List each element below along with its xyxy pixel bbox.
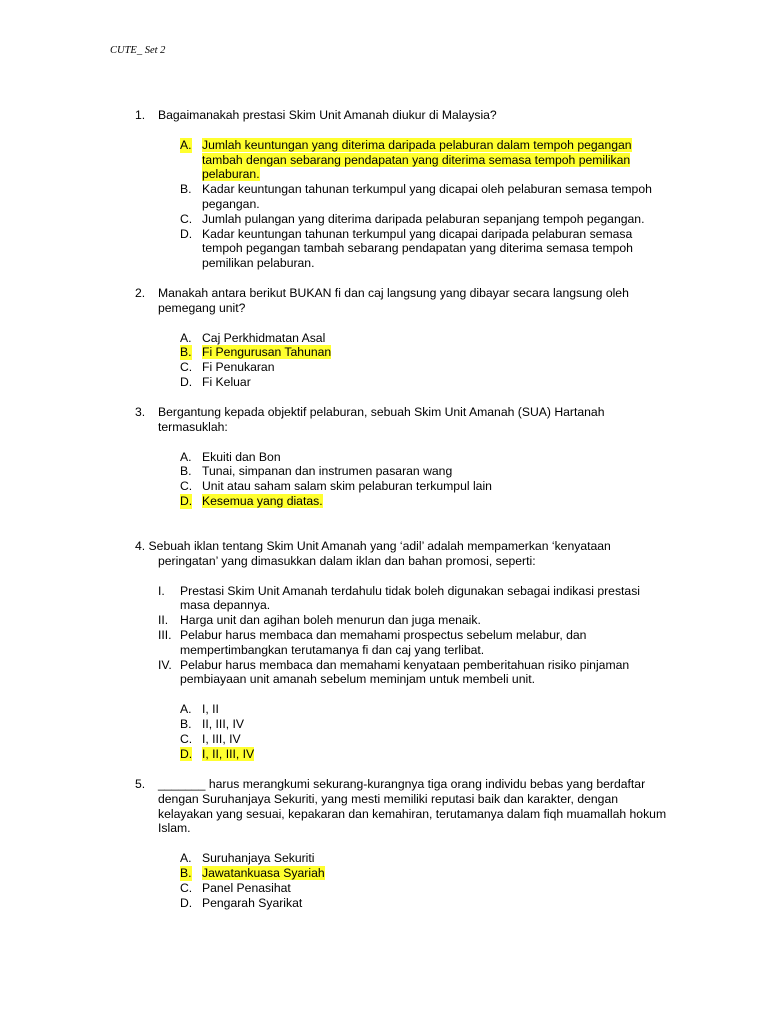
answer-option-b[interactable] xyxy=(180,182,695,212)
option-text-line: Jumlah keuntungan yang diterima daripada pelaburan dalam tempoh pegangan xyxy=(202,137,632,152)
option-text-line: Jumlah pulangan yang diterima daripada pelaburan sepanjang tempoh pegangan. xyxy=(202,211,645,226)
answer-option-b[interactable] xyxy=(180,464,695,479)
option-label: C. xyxy=(180,731,193,746)
question-text-line: termasuklah: xyxy=(158,419,228,434)
option-label: B. xyxy=(180,865,192,880)
option-text: Jawatankuasa Syariah xyxy=(202,865,325,880)
answer-option-c[interactable] xyxy=(180,360,695,375)
option-label: A. xyxy=(180,851,192,866)
answer-option-a[interactable] xyxy=(180,450,695,465)
answer-option-b[interactable] xyxy=(180,717,705,732)
option-label: C. xyxy=(180,211,193,226)
option-text: Suruhanjaya Sekuriti xyxy=(202,851,315,866)
question-2-stem xyxy=(135,286,695,316)
option-text-line: Kadar keuntungan tahunan terkumpul yang dicapai daripada pelaburan semasa xyxy=(202,226,633,241)
option-text: Tunai, simpanan dan instrumen pasaran wang xyxy=(202,464,453,479)
statement-text-line: pembiayaan unit amanah sebelum meminjam untuk membeli unit. xyxy=(180,672,535,687)
question-number: 2. xyxy=(135,286,146,300)
question-text-line: _______ harus merangkumi sekurang-kurangnya tiga orang individu bebas yang berdaftar xyxy=(158,777,646,791)
question-4 xyxy=(135,539,705,761)
option-text: I, II xyxy=(202,702,219,717)
question-number: 3. xyxy=(135,405,146,419)
answer-option-d[interactable] xyxy=(180,747,705,762)
answer-option-b[interactable] xyxy=(180,866,725,881)
option-label: A. xyxy=(180,137,192,152)
option-text: Pengarah Syarikat xyxy=(202,895,303,910)
option-label: B. xyxy=(180,345,192,360)
option-text: Unit atau saham salam skim pelaburan terkumpul lain xyxy=(202,479,492,494)
question-text-line: dengan Suruhanjaya Sekuriti, yang mesti memiliki reputasi baik dan karakter, dengan xyxy=(158,791,619,806)
answer-option-d[interactable] xyxy=(180,896,725,911)
answer-option-c[interactable] xyxy=(180,212,695,227)
option-label: C. xyxy=(180,479,193,494)
statement-2 xyxy=(158,613,705,628)
answer-option-c[interactable] xyxy=(180,479,695,494)
statement-3 xyxy=(158,628,705,658)
question-text-line: pemegang unit? xyxy=(158,300,246,315)
statement-text-line: Prestasi Skim Unit Amanah terdahulu tidak boleh digunakan sebagai indikasi prestasi xyxy=(180,583,641,598)
question-5 xyxy=(135,777,725,910)
answer-option-d[interactable] xyxy=(180,494,695,509)
statement-text-line: Pelabur harus membaca dan memahami prospectus sebelum melabur, dan xyxy=(180,627,587,642)
answer-option-a[interactable] xyxy=(180,702,705,717)
statement-4 xyxy=(158,658,705,688)
option-text-line: tempoh pegangan tambah sebarang pendapatan yang diterima semasa tempoh xyxy=(202,241,633,256)
statement-1 xyxy=(158,584,705,614)
option-label: A. xyxy=(180,702,192,717)
option-text-line: Kadar keuntungan tahunan terkumpul yang dicapai oleh pelaburan semasa tempoh xyxy=(202,182,652,197)
option-label: D. xyxy=(180,895,193,910)
question-text-line: peringatan’ yang dimasukkan dalam iklan dan bahan promosi, seperti: xyxy=(158,553,536,568)
answer-option-a[interactable] xyxy=(180,331,695,346)
question-1 xyxy=(135,108,695,271)
option-text-line: tambah dengan sebarang pendapatan yang diterima semasa tempoh pemilikan xyxy=(202,152,631,167)
question-5-stem xyxy=(135,777,725,836)
answer-option-a[interactable] xyxy=(180,851,725,866)
option-label: C. xyxy=(180,360,193,375)
option-text: Kesemua yang diatas. xyxy=(202,493,323,508)
answer-option-a[interactable] xyxy=(180,138,695,182)
option-text: Fi Pengurusan Tahunan xyxy=(202,345,332,360)
option-label: A. xyxy=(180,330,192,345)
statement-text-line: Harga unit dan agihan boleh menurun dan juga menaik. xyxy=(180,613,481,628)
question-text-line: Islam. xyxy=(158,821,191,836)
answer-option-c[interactable] xyxy=(180,881,725,896)
option-label: B. xyxy=(180,464,192,479)
question-text-line: Manakah antara berikut BUKAN fi dan caj langsung yang dibayar secara langsung oleh xyxy=(158,286,629,300)
option-text: Caj Perkhidmatan Asal xyxy=(202,330,326,345)
question-text-line: Bergantung kepada objektif pelaburan, sebuah Skim Unit Amanah (SUA) Hartanah xyxy=(158,405,605,419)
option-text: Panel Penasihat xyxy=(202,880,291,895)
statement-label: II. xyxy=(158,613,169,628)
question-text-line: 4. Sebuah iklan tentang Skim Unit Amanah yang ‘adil’ adalah mempamerkan ‘kenyataan xyxy=(135,539,611,553)
statement-label: I. xyxy=(158,583,165,598)
question-3-stem xyxy=(135,405,695,435)
option-text: I, II, III, IV xyxy=(202,746,255,761)
option-label: D. xyxy=(180,493,193,508)
option-label: A. xyxy=(180,449,192,464)
option-label: D. xyxy=(180,226,193,241)
question-number: 5. xyxy=(135,777,146,791)
option-label: C. xyxy=(180,880,193,895)
question-text-line: kelayakan yang sesuai, kepakaran dan kemahiran, terutamanya dalam fiqh muamallah hokum xyxy=(158,806,667,821)
option-text-line: pemilikan pelaburan. xyxy=(202,256,315,271)
statement-text-line: Pelabur harus membaca dan memahami kenyataan pemberitahuan risiko pinjaman xyxy=(180,657,630,672)
answer-option-d[interactable] xyxy=(180,375,695,390)
option-text-line: pelaburan. xyxy=(202,167,260,182)
option-label: D. xyxy=(180,746,193,761)
option-text-line: pegangan. xyxy=(202,196,260,211)
question-1-stem xyxy=(135,108,695,123)
option-text: II, III, IV xyxy=(202,716,244,731)
answer-option-c[interactable] xyxy=(180,732,705,747)
option-label: B. xyxy=(180,182,192,197)
option-text: Fi Keluar xyxy=(202,374,251,389)
option-label: D. xyxy=(180,374,193,389)
answer-option-b[interactable] xyxy=(180,345,695,360)
statement-label: III. xyxy=(158,627,172,642)
statement-label: IV. xyxy=(158,657,172,672)
option-text: Fi Penukaran xyxy=(202,360,275,375)
option-label: B. xyxy=(180,716,192,731)
option-text: I, III, IV xyxy=(202,731,241,746)
statement-text-line: mempertimbangkan terutamanya fi dan caj yang terlibat. xyxy=(180,642,485,657)
statement-text-line: masa depannya. xyxy=(180,598,271,613)
question-2 xyxy=(135,286,695,390)
question-3 xyxy=(135,405,695,509)
question-text: Bagaimanakah prestasi Skim Unit Amanah diukur di Malaysia? xyxy=(158,108,497,122)
answer-option-d[interactable] xyxy=(180,227,695,271)
option-text: Ekuiti dan Bon xyxy=(202,449,281,464)
document-header: CUTE_ Set 2 xyxy=(110,45,166,56)
question-number: 1. xyxy=(135,108,146,122)
